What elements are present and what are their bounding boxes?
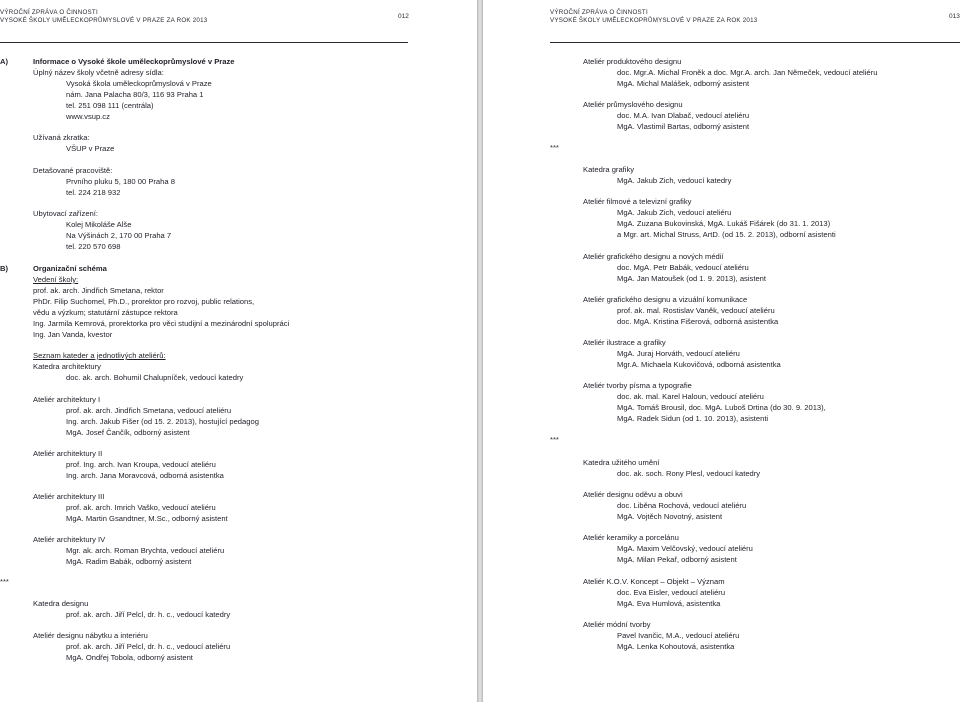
studio-furniture-title: Ateliér designu nábytku a interiéru — [33, 631, 148, 640]
studio-staff-line: doc. Eva Eisler, vedoucí ateliéru — [617, 588, 726, 597]
studio-staff-line: MgA. Josef Čančík, odborný asistent — [66, 428, 190, 437]
right-page — [483, 0, 960, 702]
studio-staff-line: a Mgr. art. Michal Struss, ArtD. (od 15. 2. 2013), odborní asistenti — [617, 230, 836, 239]
studio-staff-line: MgA. Eva Humlová, asistentka — [617, 599, 721, 608]
studio-staff-line: Ing. arch. Jana Moravcová, odborná asistentka — [66, 471, 224, 480]
housing-line: Kolej Mikoláše Alše — [66, 220, 132, 229]
studio-title: Ateliér tvorby písma a typografie — [583, 381, 692, 390]
studio-staff-line: MgA. Juraj Horváth, vedoucí ateliéru — [617, 349, 740, 358]
housing-label: Ubytovací zařízení: — [33, 209, 98, 218]
section-b-letter: B) — [0, 264, 9, 273]
section-a-letter: A) — [0, 57, 9, 66]
separator: *** — [550, 143, 559, 152]
full-name-label: Úplný název školy včetně adresy sídla: — [33, 68, 164, 77]
studio-staff-line: MgA. Ondřej Tobola, odborný asistent — [66, 653, 193, 662]
separator: *** — [0, 577, 9, 586]
studio-staff-line: MgA. Maxim Velčovský, vedoucí ateliéru — [617, 544, 753, 553]
studio-title: Ateliér produktového designu — [583, 57, 682, 66]
studio-title: Ateliér průmyslového designu — [583, 100, 683, 109]
website-link[interactable]: www.vsup.cz — [66, 112, 110, 121]
departments-label: Seznam kateder a jednotlivých ateliérů: — [33, 351, 166, 360]
detached-line: tel. 224 218 932 — [66, 188, 121, 197]
studio-title: Ateliér ilustrace a grafiky — [583, 338, 666, 347]
studio-staff-line: doc. M.A. Ivan Dlabač, vedoucí ateliéru — [617, 111, 750, 120]
full-name-line: nám. Jana Palacha 80/3, 116 93 Praha 1 — [66, 90, 204, 99]
housing-line: Na Výšinách 2, 170 00 Praha 7 — [66, 231, 172, 240]
studio-title: Ateliér filmové a televizní grafiky — [583, 197, 692, 206]
full-name-line: Vysoká škola uměleckoprůmyslová v Praze — [66, 79, 212, 88]
studio-staff-line: Mgr. ak. arch. Roman Brychta, vedoucí ateliéru — [66, 546, 225, 555]
studio-arch-3-title: Ateliér architektury III — [33, 492, 105, 501]
studio-staff-line: MgA. Jan Matoušek (od 1. 9. 2013), asistent — [617, 274, 767, 283]
studio-staff-line: Pavel Ivančic, M.A., vedoucí ateliéru — [617, 631, 740, 640]
studio-staff-line: MgA. Martin Gsandtner, M.Sc., odborný asistent — [66, 514, 228, 523]
detached-label: Detašované pracoviště: — [33, 166, 113, 175]
leadership-label: Vedení školy: — [33, 275, 79, 284]
dept-design-head: prof. ak. arch. Jiří Pelcl, dr. h. c., vedoucí katedry — [66, 610, 231, 619]
leadership-line: prof. ak. arch. Jindřich Smetana, rektor — [33, 286, 164, 295]
right-header — [550, 9, 758, 25]
leadership-line: PhDr. Filip Suchomel, Ph.D., prorektor pro rozvoj, public relations, — [33, 297, 255, 306]
section-a-title: Informace o Vysoké škole uměleckoprůmyslové v Praze — [33, 57, 235, 66]
left-page-number: 012 — [398, 13, 409, 20]
studio-staff-line: MgA. Jakub Zich, vedoucí ateliéru — [617, 208, 732, 217]
left-header-rule — [0, 42, 408, 43]
studio-staff-line: prof. Ing. arch. Ivan Kroupa, vedoucí ateliéru — [66, 460, 216, 469]
right-page-number: 013 — [949, 13, 960, 20]
left-header — [0, 9, 208, 25]
studio-staff-line: MgA. Vojtěch Novotný, asistent — [617, 512, 723, 521]
right-header-line2: VYSOKÉ ŠKOLY UMĚLECKOPRŮMYSLOVÉ V PRAZE ZA ROK 2013 — [550, 17, 758, 24]
studio-arch-4-title: Ateliér architektury IV — [33, 535, 106, 544]
studio-staff-line: Mgr.A. Michaela Kukovičová, odborná asistentka — [617, 360, 781, 369]
studio-staff-line: MgA. Vlastimil Bartas, odborný asistent — [617, 122, 750, 131]
studio-staff-line: MgA. Zuzana Bukovinská, MgA. Lukáš Fišárek (do 31. 1. 2013) — [617, 219, 831, 228]
short-name-label: Užívaná zkratka: — [33, 133, 90, 142]
detached-line: Prvního pluku 5, 180 00 Praha 8 — [66, 177, 175, 186]
left-header-line1: VÝROČNÍ ZPRÁVA O ČINNOSTI — [0, 9, 98, 16]
studio-staff-line: prof. ak. mal. Rostislav Vaněk, vedoucí ateliéru — [617, 306, 775, 315]
studio-staff-line: MgA. Radim Babák, odborný asistent — [66, 557, 192, 566]
studio-staff-line: MgA. Milan Pekař, odborný asistent — [617, 555, 737, 564]
dept-graphics: Katedra grafiky — [583, 165, 635, 174]
studio-staff-line: prof. ak. arch. Imrich Vaško, vedoucí ateliéru — [66, 503, 216, 512]
studio-staff-line: prof. ak. arch. Jiří Pelcl, dr. h. c., vedoucí ateliéru — [66, 642, 231, 651]
separator: *** — [550, 435, 559, 444]
dept-graphics-head: MgA. Jakub Zich, vedoucí katedry — [617, 176, 732, 185]
studio-staff-line: prof. ak. arch. Jindřich Smetana, vedoucí ateliéru — [66, 406, 232, 415]
studio-staff-line: MgA. Tomáš Brousil, doc. MgA. Luboš Drtina (do 30. 9. 2013), — [617, 403, 826, 412]
studio-title: Ateliér designu oděvu a obuvi — [583, 490, 683, 499]
leadership-line: vědu a výzkum; statutární zástupce rektora — [33, 308, 178, 317]
right-header-rule — [550, 42, 960, 43]
studio-staff-line: doc. MgA. Petr Babák, vedoucí ateliéru — [617, 263, 749, 272]
studio-staff-line: MgA. Radek Sidun (od 1. 10. 2013), asistenti — [617, 414, 769, 423]
studio-staff-line: doc. Mgr.A. Michal Froněk a doc. Mgr.A. arch. Jan Němeček, vedoucí ateliéru — [617, 68, 878, 77]
studio-title: Ateliér módní tvorby — [583, 620, 651, 629]
short-name-value: VŠUP v Praze — [66, 144, 115, 153]
left-header-line2: VYSOKÉ ŠKOLY UMĚLECKOPRŮMYSLOVÉ V PRAZE ZA ROK 2013 — [0, 17, 208, 24]
studio-arch-1-title: Ateliér architektury I — [33, 395, 101, 404]
dept-architecture: Katedra architektury — [33, 362, 101, 371]
studio-staff-line: MgA. Lenka Kohoutová, asistentka — [617, 642, 735, 651]
studio-title: Ateliér keramiky a porcelánu — [583, 533, 679, 542]
dept-design: Katedra designu — [33, 599, 89, 608]
section-b-title: Organizační schéma — [33, 264, 107, 273]
left-page — [0, 0, 477, 702]
studio-staff-line: Ing. arch. Jakub Fišer (od 15. 2. 2013), hostující pedagog — [66, 417, 259, 426]
dept-architecture-head: doc. ak. arch. Bohumil Chalupníček, vedoucí katedry — [66, 373, 244, 382]
studio-staff-line: doc. Liběna Rochová, vedoucí ateliéru — [617, 501, 747, 510]
dept-applied-head: doc. ak. soch. Rony Plesl, vedoucí katedry — [617, 469, 761, 478]
housing-line: tel. 220 570 698 — [66, 242, 121, 251]
studio-title: Ateliér grafického designu a vizuální komunikace — [583, 295, 748, 304]
right-header-line1: VÝROČNÍ ZPRÁVA O ČINNOSTI — [550, 9, 648, 16]
studio-arch-2-title: Ateliér architektury II — [33, 449, 103, 458]
studio-staff-line: MgA. Michal Malášek, odborný asistent — [617, 79, 750, 88]
studio-staff-line: doc. ak. mal. Karel Haloun, vedoucí ateliéru — [617, 392, 764, 401]
studio-title: Ateliér K.O.V. Koncept – Objekt – Význam — [583, 577, 725, 586]
dept-applied: Katedra užitého umění — [583, 458, 660, 467]
full-name-line: tel. 251 098 111 (centrála) — [66, 101, 154, 110]
leadership-line: Ing. Jarmila Kemrová, prorektorka pro věci studijní a mezinárodní spolupráci — [33, 319, 290, 328]
studio-title: Ateliér grafického designu a nových médií — [583, 252, 724, 261]
leadership-line: Ing. Jan Vanda, kvestor — [33, 330, 113, 339]
studio-staff-line: doc. MgA. Kristina Fišerová, odborná asistentka — [617, 317, 779, 326]
